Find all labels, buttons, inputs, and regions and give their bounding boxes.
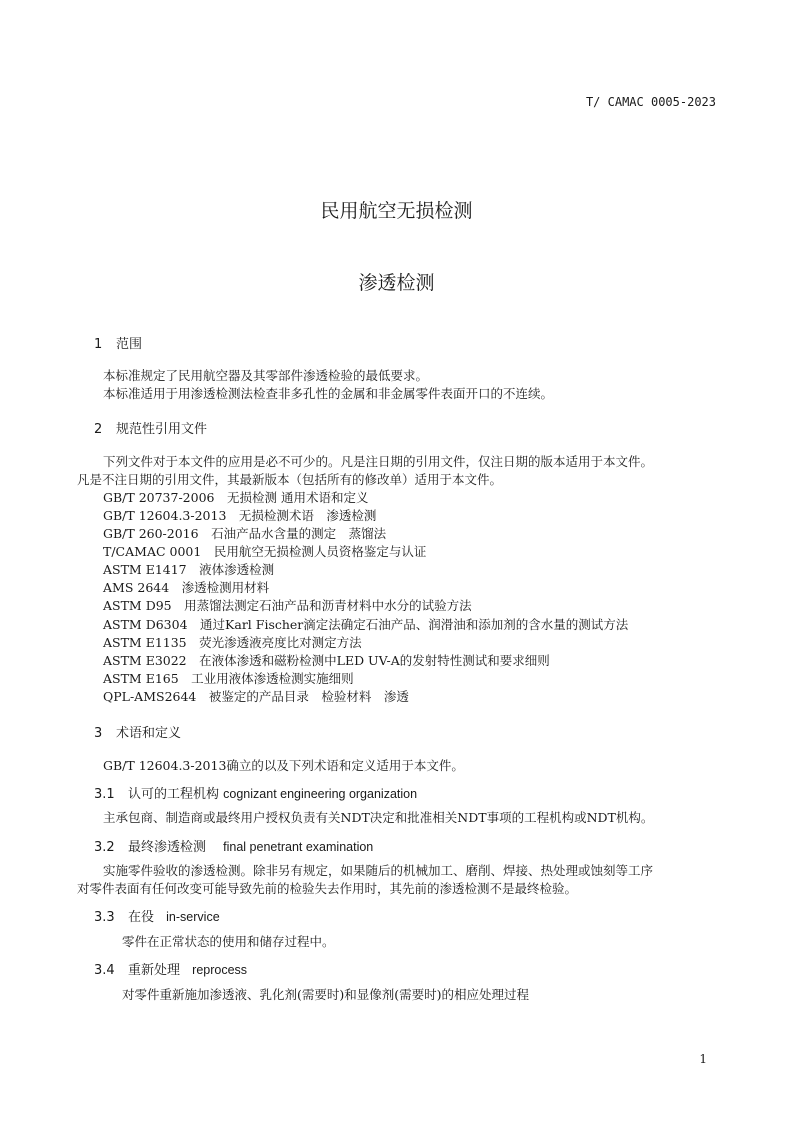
term-zh: 认可的工程机构 bbox=[128, 787, 220, 802]
term-3-1-heading bbox=[94, 783, 417, 802]
paragraph: 下列文件对于本文件的应用是必不可少的。凡是注日期的引用文件，仅注日期的版本适用于本文件。 bbox=[103, 454, 654, 469]
term-definition: 对零件重新施加渗透液、乳化剂(需要时)和显像剂(需要时)的相应处理过程 bbox=[122, 987, 530, 1002]
term-zh: 在役 bbox=[128, 910, 155, 925]
term-number: 3.1 bbox=[94, 787, 115, 802]
term-zh: 重新处理 bbox=[128, 963, 181, 978]
term-number: 3.3 bbox=[94, 910, 115, 925]
reference-item: QPL-AMS2644 被鉴定的产品目录 检验材料 渗透 bbox=[103, 689, 409, 704]
term-definition: 主承包商、制造商或最终用户授权负责有关NDT决定和批准相关NDT事项的工程机构或NDT机构。 bbox=[103, 810, 654, 825]
reference-item: ASTM E1417 液体渗透检测 bbox=[103, 562, 275, 577]
term-definition: 零件在正常状态的使用和储存过程中。 bbox=[122, 934, 335, 949]
reference-item: ASTM E165 工业用液体渗透检测实施细则 bbox=[103, 671, 354, 686]
section-number: 3 bbox=[94, 726, 103, 741]
term-definition: 对零件表面有任何改变可能导致先前的检验失去作用时，其先前的渗透检测不是最终检验。 bbox=[77, 881, 578, 896]
reference-item: ASTM D95 用蒸馏法测定石油产品和沥青材料中水分的试验方法 bbox=[103, 598, 472, 613]
reference-item: GB/T 260-2016 石油产品水含量的测定 蒸馏法 bbox=[103, 526, 387, 541]
paragraph: 本标准适用于用渗透检测法检查非多孔性的金属和非金属零件表面开口的不连续。 bbox=[103, 386, 554, 401]
reference-item: ASTM E3022 在液体渗透和磁粉检测中LED UV-A的发射特性测试和要求细则 bbox=[103, 653, 550, 668]
paragraph: GB/T 12604.3-2013确立的以及下列术语和定义适用于本文件。 bbox=[103, 758, 464, 773]
term-en: in-service bbox=[166, 910, 220, 924]
term-en: reprocess bbox=[192, 963, 248, 977]
term-3-4-heading bbox=[94, 959, 247, 978]
section-number: 2 bbox=[94, 422, 103, 437]
term-3-2-heading bbox=[94, 836, 373, 855]
section-title: 范围 bbox=[116, 337, 143, 352]
reference-item: T/CAMAC 0001 民用航空无损检测人员资格鉴定与认证 bbox=[103, 544, 427, 559]
section-title: 术语和定义 bbox=[116, 726, 182, 741]
section-2-heading bbox=[94, 418, 207, 437]
term-definition: 实施零件验收的渗透检测。除非另有规定，如果随后的机械加工、磨削、焊接、热处理或蚀刻等工序 bbox=[103, 863, 654, 878]
reference-item: ASTM D6304 通过Karl Fischer滴定法确定石油产品、润滑油和添加剂的含水量的测试方法 bbox=[103, 617, 629, 632]
term-en: cognizant engineering organization bbox=[223, 787, 418, 801]
section-3-heading bbox=[94, 722, 181, 741]
section-title: 规范性引用文件 bbox=[116, 422, 208, 437]
reference-item: GB/T 20737-2006 无损检测 通用术语和定义 bbox=[103, 490, 369, 505]
document-title: 民用航空无损检测 bbox=[320, 200, 473, 222]
reference-item: AMS 2644 渗透检测用材料 bbox=[103, 580, 270, 595]
reference-item: GB/T 12604.3-2013 无损检测术语 渗透检测 bbox=[103, 508, 377, 523]
term-3-3-heading bbox=[94, 906, 220, 925]
document-subtitle: 渗透检测 bbox=[358, 272, 435, 294]
term-number: 3.2 bbox=[94, 840, 115, 855]
paragraph: 本标准规定了民用航空器及其零部件渗透检验的最低要求。 bbox=[103, 368, 429, 383]
paragraph: 凡是不注日期的引用文件，其最新版本（包括所有的修改单）适用于本文件。 bbox=[77, 472, 503, 487]
term-number: 3.4 bbox=[94, 963, 115, 978]
reference-item: ASTM E1135 荧光渗透液亮度比对测定方法 bbox=[103, 635, 362, 650]
term-en: final penetrant examination bbox=[223, 840, 374, 854]
page-number: 1 bbox=[699, 1052, 707, 1066]
section-1-heading bbox=[94, 333, 142, 352]
term-zh: 最终渗透检测 bbox=[128, 840, 207, 855]
standard-number: T/ CAMAC 0005-2023 bbox=[585, 95, 716, 109]
section-number: 1 bbox=[94, 337, 103, 352]
